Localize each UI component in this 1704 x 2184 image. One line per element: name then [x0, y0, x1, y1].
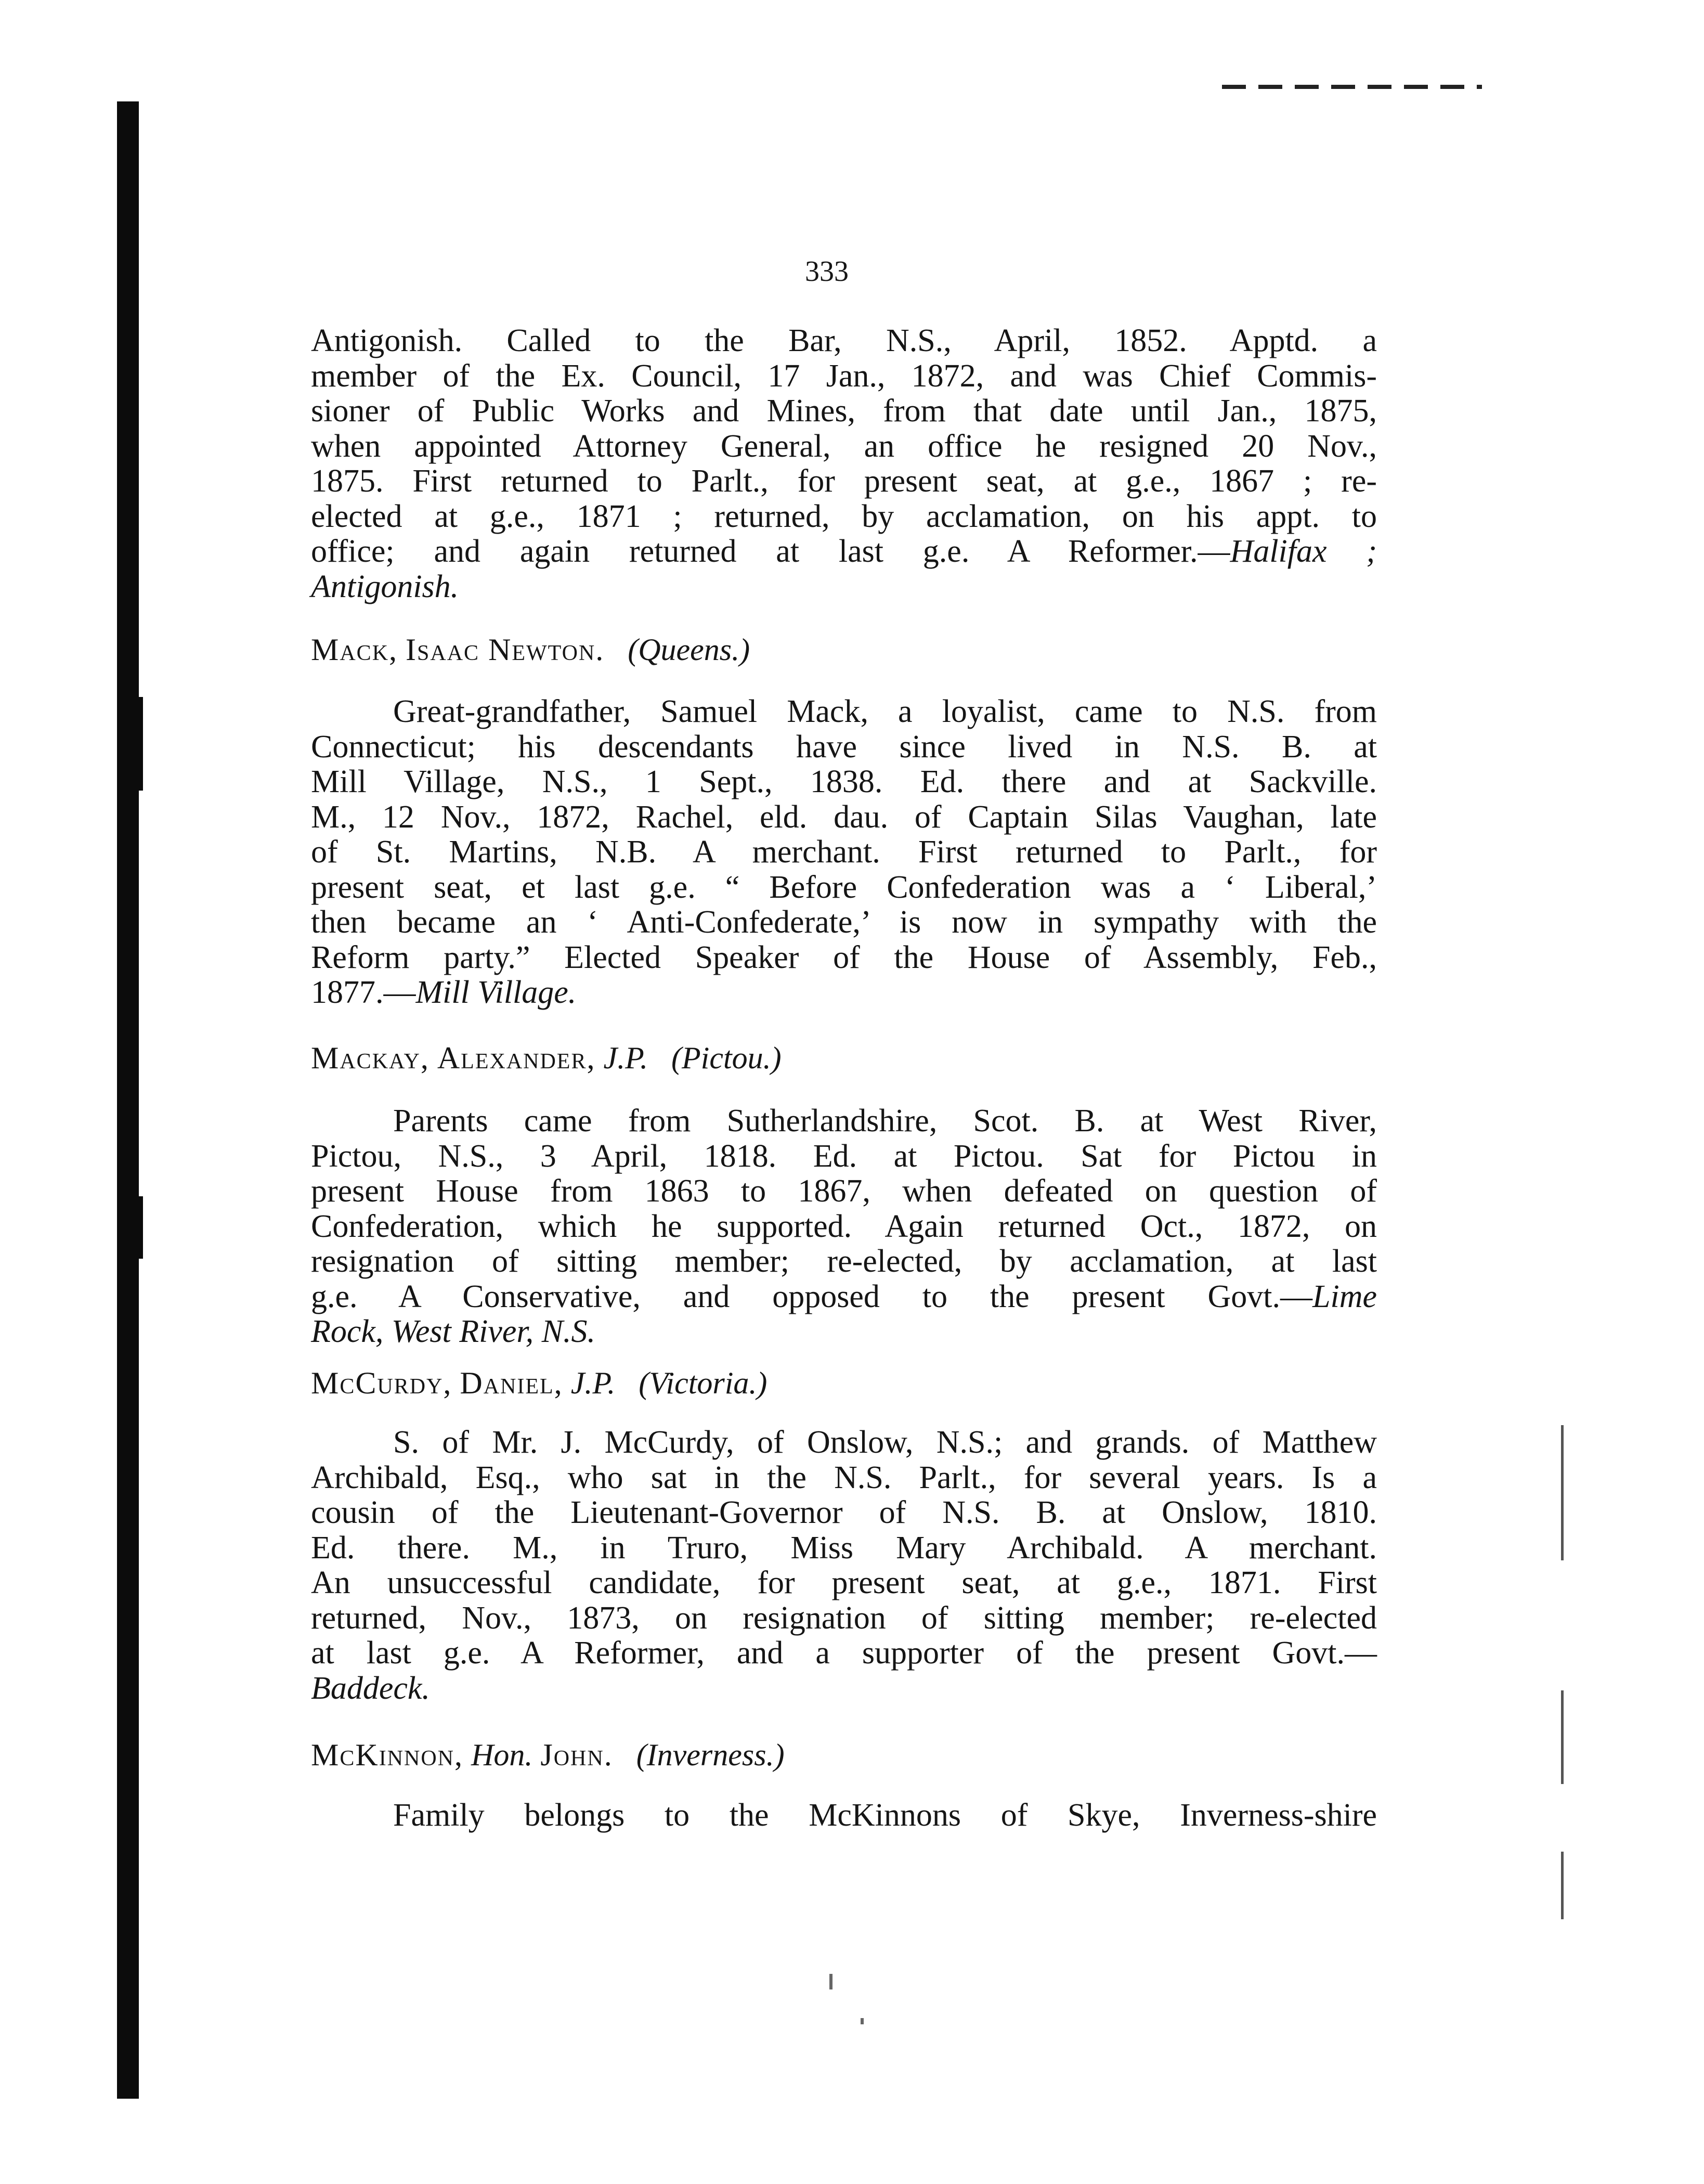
member-given-names: John. — [540, 1738, 613, 1772]
scan-edge-mark — [1561, 1425, 1564, 1560]
text-line: resignation of sitting member; re-elected, by acclamation, at last — [311, 1244, 1377, 1279]
place-name: Halifax ; — [1230, 534, 1377, 569]
member-surname: McCurdy, — [311, 1366, 452, 1400]
text-line: of St. Martins, N.B. A merchant. First returned to Parlt., for — [311, 834, 1377, 870]
member-title: J.P. — [570, 1366, 616, 1400]
member-title: J.P. — [603, 1041, 648, 1075]
text-line: Parents came from Sutherlandshire, Scot. B. at West River, — [393, 1103, 1377, 1139]
text-line — [311, 975, 1377, 1011]
text-line: An unsuccessful candidate, for present seat, at g.e., 1871. First — [311, 1565, 1377, 1600]
text-line: then became an ‘ Anti-Confederate,’ is now in sympathy with the — [311, 904, 1377, 940]
text-line: 1875. First returned to Parlt., for present seat, at g.e., 1867 ; re- — [311, 463, 1377, 499]
binding-notch — [127, 1196, 143, 1259]
member-given-names: Daniel, — [460, 1366, 563, 1400]
text-line: M., 12 Nov., 1872, Rachel, eld. dau. of Captain Silas Vaughan, late — [311, 799, 1377, 835]
text-line: Antigonish. Called to the Bar, N.S., April, 1852. Apptd. a — [311, 323, 1377, 358]
scan-speck — [829, 1974, 833, 1989]
text-line: Family belongs to the McKinnons of Skye, Inverness-shire — [393, 1798, 1377, 1833]
text-line: Pictou, N.S., 3 April, 1818. Ed. at Pictou. Sat for Pictou in — [311, 1138, 1377, 1174]
text-line: present seat, et last g.e. “ Before Confederation was a ‘ Liberal,’ — [311, 869, 1377, 905]
constituency: (Pictou.) — [671, 1041, 782, 1075]
place-name: Mill Village. — [415, 975, 577, 1010]
constituency: (Queens.) — [628, 632, 750, 667]
text-fragment: 1877.— — [311, 975, 416, 1010]
binding-shadow — [117, 101, 139, 2099]
member-title: Hon. — [471, 1738, 533, 1772]
place-name: Antigonish. — [311, 568, 459, 604]
text-line: Reform party.” Elected Speaker of the House of Assembly, Feb., — [311, 939, 1377, 975]
scan-speck — [861, 2018, 864, 2024]
scan-edge-mark — [1561, 1690, 1564, 1784]
text-line: Confederation, which he supported. Again returned Oct., 1872, on — [311, 1208, 1377, 1244]
entry-heading — [311, 632, 750, 668]
entry-body — [311, 1104, 1377, 1350]
member-given-names: Alexander, — [437, 1041, 596, 1075]
text-line — [311, 1280, 1377, 1315]
text-line: sioner of Public Works and Mines, from that date until Jan., 1875, — [311, 393, 1377, 429]
constituency: (Victoria.) — [639, 1366, 768, 1400]
entry-body — [311, 694, 1377, 1011]
text-line: member of the Ex. Council, 17 Jan., 1872, and was Chief Commis- — [311, 358, 1377, 394]
member-surname: McKinnon, — [311, 1738, 464, 1772]
entry-heading — [311, 1040, 782, 1076]
place-name: Rock, West River, N.S. — [311, 1314, 595, 1349]
text-line: when appointed Attorney General, an office he resigned 20 Nov., — [311, 428, 1377, 464]
place-name: Baddeck. — [311, 1670, 430, 1706]
text-line: Great-grandfather, Samuel Mack, a loyalist, came to N.S. from — [393, 694, 1377, 729]
text-line: Connecticut; his descendants have since lived in N.S. B. at — [311, 729, 1377, 765]
text-line: cousin of the Lieutenant-Governor of N.S. B. at Onslow, 1810. — [311, 1495, 1377, 1530]
scan-edge-mark — [1222, 85, 1482, 89]
place-name: Lime — [1312, 1278, 1377, 1314]
entry-body — [311, 1425, 1377, 1706]
entry-body — [311, 1798, 1377, 1833]
text-line: present House from 1863 to 1867, when defeated on question of — [311, 1173, 1377, 1209]
text-line: elected at g.e., 1871 ; returned, by acclamation, on his appt. to — [311, 498, 1377, 534]
text-line: Archibald, Esq., who sat in the N.S. Parlt., for several years. Is a — [311, 1459, 1377, 1495]
member-surname: Mack, — [311, 632, 398, 667]
member-surname: Mackay, — [311, 1041, 430, 1075]
page-number: 333 — [805, 255, 849, 288]
text-line: S. of Mr. J. McCurdy, of Onslow, N.S.; and grands. of Matthew — [393, 1425, 1377, 1460]
entry-heading — [311, 1365, 767, 1401]
text-fragment: office; and again returned at last g.e. A Reformer.— — [311, 534, 1230, 569]
member-given-names: Isaac Newton. — [406, 632, 605, 667]
text-line: Mill Village, N.S., 1 Sept., 1838. Ed. there and at Sackville. — [311, 764, 1377, 799]
text-line — [311, 534, 1377, 570]
text-line: at last g.e. A Reformer, and a supporter of the present Govt.— — [311, 1635, 1377, 1671]
scan-edge-mark — [1561, 1852, 1564, 1919]
constituency: (Inverness.) — [636, 1738, 785, 1772]
binding-notch — [127, 697, 143, 791]
text-fragment: g.e. A Conservative, and opposed to the present Govt.— — [311, 1278, 1312, 1314]
text-line: Ed. there. M., in Truro, Miss Mary Archibald. A merchant. — [311, 1530, 1377, 1566]
text-line: returned, Nov., 1873, on resignation of sitting member; re-elected — [311, 1600, 1377, 1636]
continued-paragraph — [311, 324, 1377, 604]
entry-heading — [311, 1737, 785, 1773]
